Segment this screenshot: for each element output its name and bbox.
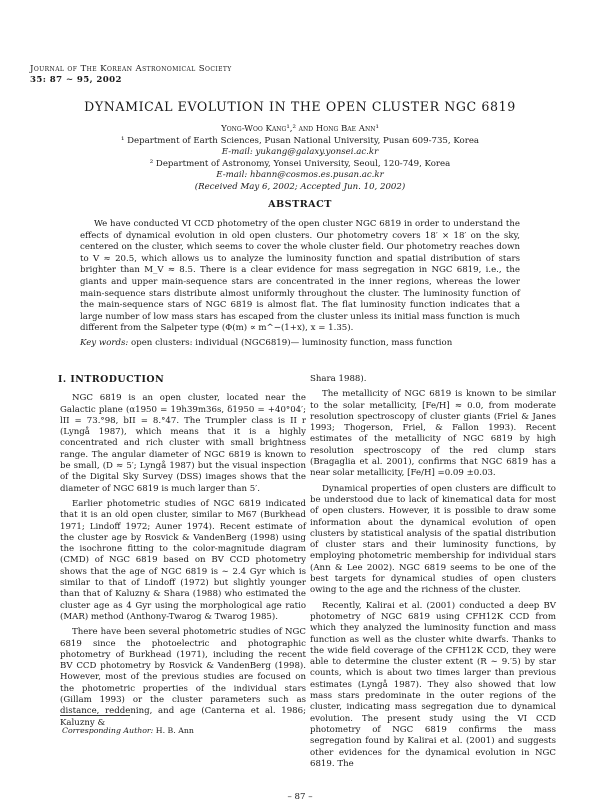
paragraph: Dynamical properties of open clusters are difficult to be understood due to lack of kinematical data for most of open clusters. However, it is possible to draw some information about the dynamical evolution of open clusters by statistical analysis of the spatial distribution of cluster stars and their luminosity functions, by employing photometric membership for individual stars (Ann & Lee 2002). NGC 6819 seems to be one of the best targets for dynamical studies of open clusters owing to the age and the richness of the cluster. <box>310 483 556 596</box>
paragraph: Recently, Kalirai et al. (2001) conducted a deep BV photometry of NGC 6819 using CFH12K CCD from which they analyzed the luminosity function and mass function as well as the cluster white dwarfs. Thanks to the wide field coverage of the CFH12K CCD, they were able to determine the cluster extent (R ∼ 9.′5) by star counts, which is about two times larger than previous estimates (Lyngå 1987). They also showed that low mass stars predominate in the outer regions of the cluster, indicating mass segregation due to dynamical evolution. The present study using the VI CCD photometry of NGC 6819 confirms the mass segregation found by Kalirai et al. (2001) and suggests other evidences for the dynamical evolution in NGC 6819. The <box>310 600 556 769</box>
authors: Yong-Woo Kang¹,² and Hong Bae Ann¹ <box>221 124 379 134</box>
paragraph: Shara 1988). <box>310 374 367 384</box>
paragraph: Earlier photometric studies of NGC 6819 indicated that it is an old open cluster, similar to M67 (Burkhead 1971; Lindoff 1972; Auner 1974). Recent estimate of the cluster age by Rosvick & VandenBerg (1998) using the isochrone fitting to the color-magnitude diagram (CMD) of NGC 6819 based on BV CCD photometry shows that the age of NGC 6819 is ∼ 2.4 Gyr which is similar to that of Lindoff (1972) but slightly younger than that of Kaluzny & Shara (1988) who estimated the cluster age as 4 Gyr using the morphological age ratio (MAR) method (Anthony-Twarog & Twarog 1985). <box>60 498 306 622</box>
left-column <box>60 374 306 733</box>
footnote-label: Corresponding Author: <box>62 726 154 735</box>
received-dates: (Received May 6, 2002; Accepted Jun. 10, 2002) <box>194 181 406 192</box>
footnote-rule <box>60 715 130 716</box>
journal-header <box>30 64 232 86</box>
footnote <box>62 726 194 735</box>
affiliation-1: ¹ Department of Earth Sciences, Pusan National University, Pusan 609-735, Korea <box>120 135 480 146</box>
keywords-label: Key words: <box>80 338 129 348</box>
keywords-text: open clusters: individual (NGC6819)— luminosity function, mass function <box>131 338 453 348</box>
keywords <box>80 338 520 350</box>
journal-volume: 35: 87 ∼ 95, 2002 <box>30 75 122 85</box>
journal-name: Journal of The Korean Astronomical Society <box>30 64 232 74</box>
author-block <box>0 124 600 194</box>
paragraph: NGC 6819 is an open cluster, located near the Galactic plane (α1950 = 19h39m36s, δ1950 = +40°04′; lII = 73.°98, bII = 8.°47. The Trumpler class is II r (Lyngå 1987), which means that it is a highly concentrated and rich cluster with small brightness range. The angular diameter of NGC 6819 is known to be small, (D ≈ 5′; Lyngå 1987) but the visual inspection of the Digital Sky Survey (DSS) images shows that the diameter of NGC 6819 is much larger than 5′. <box>60 393 306 494</box>
paragraph: There have been several photometric studies of NGC 6819 since the photoelectric and photographic photometry of Burkhead (1971), including the recent BV CCD photometry by Rosvick & VandenBerg (1998). However, most of the previous studies are focused on the photometric properties of the individual stars (Gillam 1993) or the cluster parameters such as distance, reddening, and age (Canterna et al. 1986; Kaluzny & <box>60 627 306 728</box>
paper-title: DYNAMICAL EVOLUTION IN THE OPEN CLUSTER NGC 6819 <box>84 99 516 114</box>
email-1: E-mail: yukang@galaxy.yonsei.ac.kr <box>221 147 379 158</box>
paragraph: The metallicity of NGC 6819 is known to be similar to the solar metallicity, [Fe/H] ≈ 0.0, from moderate resolution spectroscopy of cluster giants (Friel & Janes 1993; Thogerson, Friel, & Fallon 1993). Recent estimates of the metallicity of NGC 6819 by high resolution spectroscopy of the red clump stars (Bragaglia et al. 2001), confirms that NGC 6819 has a near solar metallicity, [Fe/H] =0.09 ±0.03. <box>310 389 556 479</box>
section-heading: I. INTRODUCTION <box>58 374 165 385</box>
email-2: E-mail: hbann@cosmos.es.pusan.ac.kr <box>216 170 384 181</box>
page-number: – 87 – <box>287 792 313 802</box>
abstract-text: We have conducted VI CCD photometry of the open cluster NGC 6819 in order to understand the effects of dynamical evolution in old open clusters. Our photometry covers 18′ × 18′ on the sky, centered on the cluster, which seems to cover the whole cluster field. Our photometry reaches down to V ≈ 20.5, which allows us to analyze the luminosity function and spatial distribution of stars brighter than M_V ≈ 8.5. There is a clear evidence for mass segregation in NGC 6819, i.e., the giants and upper main-sequence stars are concentrated in the inner regions, whereas the lower main-sequence stars distribute almost uniformly throughout the cluster. The luminosity function of the main-sequence stars of NGC 6819 is almost flat. The flat luminosity function indicates that a large number of low mass stars has escaped from the cluster unless its initial mass function is much different from the Salpeter type (Φ(m) ∝ m^−(1+x), x = 1.35). <box>80 219 520 334</box>
abstract-heading: ABSTRACT <box>268 199 332 210</box>
right-column <box>310 374 556 774</box>
footnote-name: H. B. Ann <box>155 726 194 735</box>
affiliation-2: ² Department of Astronomy, Yonsei University, Seoul, 120-749, Korea <box>149 158 451 169</box>
